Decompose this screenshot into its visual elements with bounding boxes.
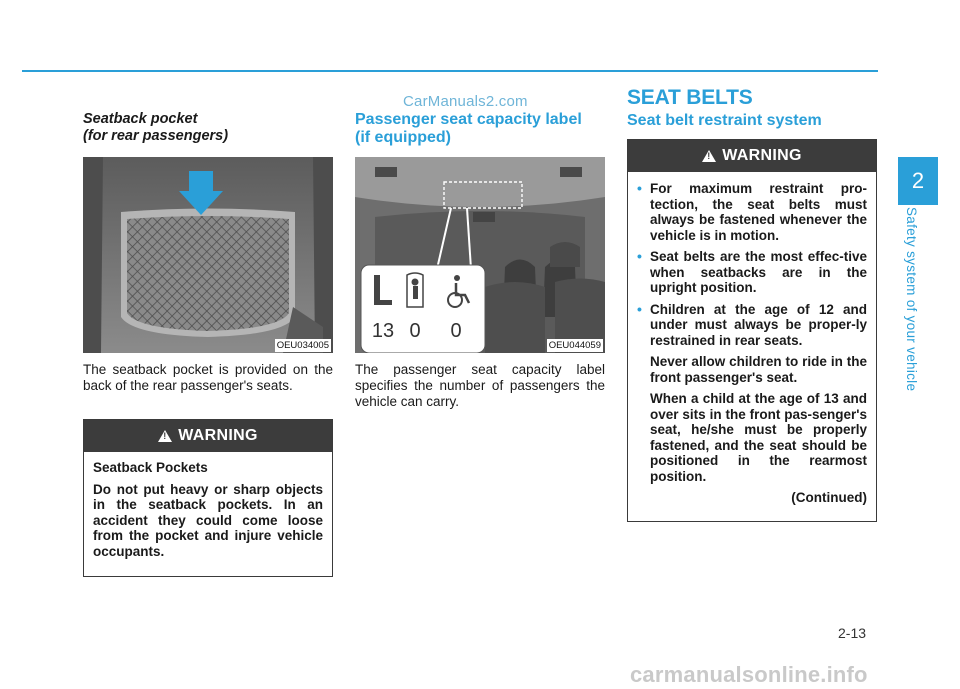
seatback-pocket-title-line2: (for rear passengers) (83, 128, 229, 144)
header-rule (22, 70, 878, 72)
seat-capacity-title (355, 111, 582, 147)
seatback-pocket-title-line1: Seatback pocket (83, 111, 198, 127)
seatback-pocket-photo (83, 157, 333, 353)
warning-header (84, 420, 332, 452)
capacity-value-2: 0 (450, 320, 462, 342)
bullet-icon: • (637, 248, 642, 264)
seatback-pocket-description: The seatback pocket is provided on the back of the rear passenger's seats. (83, 362, 333, 393)
warning-triangle-icon (158, 430, 172, 442)
seat-capacity-photo (355, 157, 605, 353)
seat-capacity-title-line1: Passenger seat capacity label (355, 111, 582, 128)
warning-paragraph: Never allow children to ride in the front passenger's seat. (650, 354, 867, 385)
chapter-tab: 2 (898, 157, 938, 205)
warning-label: WARNING (722, 147, 802, 164)
photo-code: OEU044059 (548, 340, 601, 351)
seat-capacity-description: The passenger seat capacity label specifies the number of passengers the vehicle can carry. (355, 362, 605, 409)
bullet-icon: • (637, 300, 642, 317)
bullet-icon: • (637, 180, 642, 196)
seat-capacity-title-line2: (if equipped) (355, 129, 451, 146)
watermark-top: CarManuals2.com (403, 93, 528, 110)
section-heading: SEAT BELTS (627, 86, 753, 109)
capacity-value-1: 0 (409, 320, 421, 342)
warning-subtitle: Seatback Pockets (93, 460, 208, 475)
warning-triangle-icon (702, 150, 716, 162)
warning-header (628, 140, 876, 172)
continued-label: (Continued) (791, 490, 867, 505)
seatback-pocket-title (83, 111, 228, 145)
watermark-bottom: carmanualsonline.info (630, 662, 868, 687)
warning-paragraph: When a child at the age of 13 and over sits in the front pas-senger's seat, he/she must be properly fastened, and the seat should be positioned in the rearmost position. (650, 391, 867, 484)
page-number: 2-13 (838, 625, 867, 641)
section-subheading: Seat belt restraint system (627, 112, 822, 129)
seatback-pocket-illustration (83, 157, 333, 353)
warning-text: Do not put heavy or sharp objects in the seatback pockets. In an accident they could come loose from the pocket and injure vehicle occupants. (93, 481, 323, 559)
warning-bullet: • Seat belts are the most effec-tive when seatbacks are in the upright position. (637, 248, 867, 295)
warning-label: WARNING (178, 427, 258, 444)
chapter-title: Safety system of your vehicle (904, 207, 919, 392)
seatback-pocket-warning (83, 419, 333, 577)
seat-belt-warning (627, 139, 877, 522)
warning-bullet: • For maximum restraint pro-tection, the seat belts must always be fastened whenever the vehicle is in motion. (637, 180, 867, 243)
warning-bullet: • Children at the age of 12 and under must always be proper-ly restrained in rear seats. (637, 300, 867, 348)
photo-code: OEU034005 (276, 340, 329, 351)
vehicle-interior-illustration (355, 157, 605, 353)
capacity-value-0: 13 (371, 320, 395, 342)
